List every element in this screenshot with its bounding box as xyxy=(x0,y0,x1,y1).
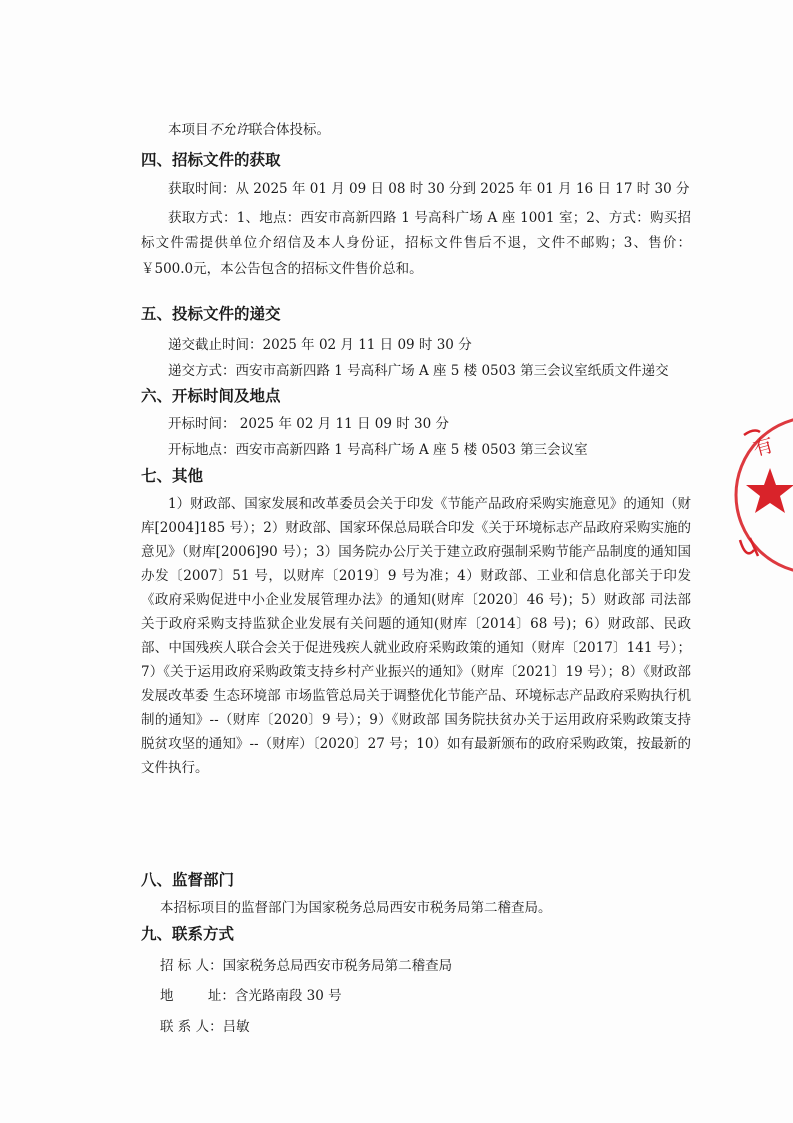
section-8-heading: 八、监督部门 xyxy=(141,871,235,889)
opening-time: 开标时间： 2025 年 02 月 11 日 09 时 30 分 xyxy=(168,416,449,432)
section-5-heading: 五、投标文件的递交 xyxy=(141,305,281,323)
seal-mark-top xyxy=(744,431,760,435)
company-seal-stamp xyxy=(732,410,793,580)
contact-label: 联 系 人： xyxy=(160,1019,223,1035)
section-4-heading: 四、招标文件的获取 xyxy=(141,151,281,169)
submission-deadline: 递交截止时间：2025 年 02 月 11 日 09 时 30 分 xyxy=(168,337,472,353)
acquisition-method: 获取方式：1、地点：西安市高新四路 1 号高科广场 A 座 1001 室；2、方式：购买招标文件需提供单位介绍信及本人身份证，招标文件售后不退，文件不邮购；3、售价：￥500.0元，本公告包含的招标文件售价总和。 xyxy=(141,210,691,277)
contact-row xyxy=(160,1018,250,1036)
seal-star-icon xyxy=(746,468,793,513)
submission-method: 递交方式：西安市高新四路 1 号高科广场 A 座 5 楼 0503 第三会议室纸质文件递交 xyxy=(168,363,669,379)
tenderer-value: 国家税务总局西安市税务局第二稽查局 xyxy=(222,958,453,974)
acquisition-time: 获取时间：从 2025 年 01 月 09 日 08 时 30 分到 2025 年 01 月 16 日 17 时 30 分 xyxy=(168,181,690,197)
consortium-note: 本项目不允许联合体投标。 xyxy=(168,122,330,138)
section-7-heading: 七、其他 xyxy=(141,467,204,485)
policy-references: 1）财政部、国家发展和改革委员会关于印发《节能产品政府采购实施意见》的通知（财库[2004]185 号）；2）财政部、国家环保总局联合印发《关于环境标志产品政府采购实施的意见》（财库[2006]90 号）；3）国务院办公厅关于建立政府强制采购节能产品制度的通知国办发〔2007〕51 号，以财库〔2019〕9 号为准；4）财政部、工业和信息化部关于印发《政府采购促进中小企业发展管理办法》的通知(财库〔2020〕46 号)；5）财政部 司法部关于政府采购支持监狱企业发展有关问题的通知(财库〔2014〕68 号)；6）财政部、民政部、中国残疾人联合会关于促进残疾人就业政府采购政策的通知（财库〔2017〕141 号）；7）《关于运用政府采购政策支持乡村产业振兴的通知》（财库〔2021〕19 号）；8）《财政部 发展改革委 生态环境部 市场监管总局关于调整优化节能产品、环境标志产品政府采购执行机制的通知》--（财库〔2020〕9 号）；9）《财政部 国务院扶贫办关于运用政府采购政策支持脱贫攻坚的通知》--（财库）〔2020〕27 号；10）如有最新颁布的政府采购政策，按最新的文件执行。 xyxy=(141,496,691,776)
opening-place: 开标地点：西安市高新四路 1 号高科广场 A 座 5 楼 0503 第三会议室 xyxy=(168,442,588,458)
tenderer-row xyxy=(160,957,452,975)
consortium-emphasis: 不允许 xyxy=(208,122,249,138)
tenderer-label: 招 标 人： xyxy=(160,958,223,974)
supervision-note: 本招标项目的监督部门为国家税务总局西安市税务局第二稽查局。 xyxy=(160,900,552,916)
address-label: 地 址： xyxy=(160,988,235,1004)
section-9-heading: 九、联系方式 xyxy=(141,925,235,943)
contact-value: 吕敏 xyxy=(222,1019,250,1035)
address-row xyxy=(160,987,342,1005)
seal-character: 有 xyxy=(750,432,776,461)
address-value: 含光路南段 30 号 xyxy=(234,988,342,1004)
section-6-heading: 六、开标时间及地点 xyxy=(141,387,281,405)
